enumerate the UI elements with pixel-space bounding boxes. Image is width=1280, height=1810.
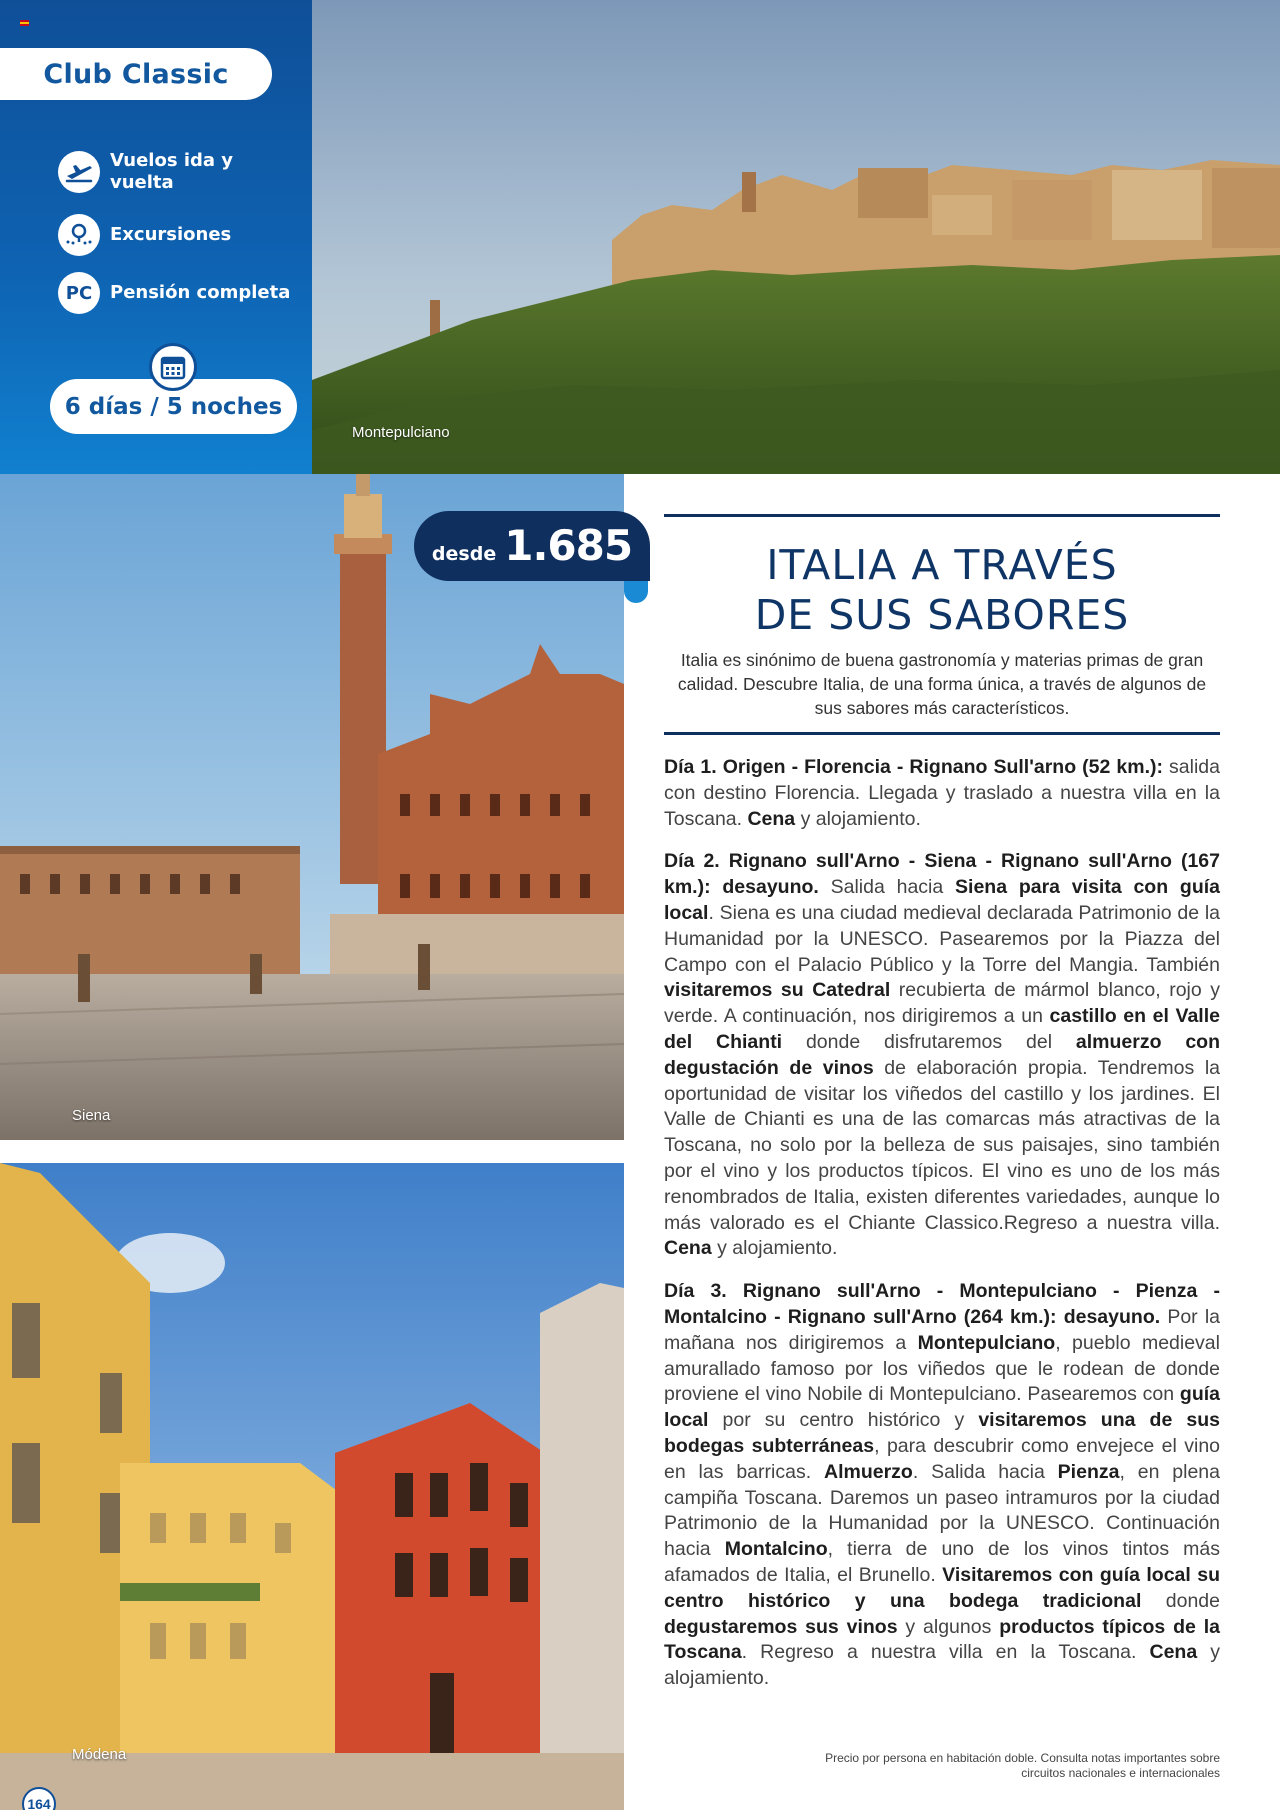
feature-flights	[58, 150, 233, 194]
itinerary-text: y alojamiento.	[664, 1641, 1221, 1690]
itinerary-text: por su centro histórico y	[708, 1409, 979, 1432]
itinerary-bold-text: Visitaremos con guía local su centro histórico y una bodega tradicional	[664, 1563, 1220, 1612]
itinerary-text: recubierta de mármol blanco, rojo y verde. A continuación, nos dirigiremos a un	[664, 979, 1220, 1028]
excursion-pin-icon	[58, 214, 100, 256]
pc-badge-icon	[58, 272, 100, 314]
itinerary-bold-text: Día 3. Rignano sull'Arno - Montepulciano - Pienza - Montalcino - Rignano sull'Arno (264 km.): desayuno.	[664, 1280, 1220, 1328]
page-number: 164	[22, 1787, 56, 1810]
itinerary-text: Salida hacia	[818, 876, 956, 899]
itinerary-bold-text: degustaremos sus vinos	[664, 1615, 898, 1638]
itinerary-text: donde	[1141, 1589, 1220, 1612]
itinerary-bold-text: Cena	[1149, 1641, 1198, 1664]
article-intro: Italia es sinónimo de buena gastronomía y materias primas de gran calidad. Descubre Italia, de una forma única, a través de algunos de sus sabores más característicos.	[677, 650, 1207, 718]
itinerary-bold-text: Día 2. Rignano sull'Arno - Siena - Rignano sull'Arno (167 km.): desayuno.	[664, 850, 1220, 899]
itinerary-bold-text: Pienza	[1057, 1460, 1120, 1483]
price-amount: 1.685	[504, 521, 633, 570]
itinerary-bold-text: castillo en el Valle del Chianti	[664, 1005, 1220, 1053]
itinerary-text: . Salida hacia	[912, 1460, 1058, 1483]
pc-badge-text: PC	[65, 282, 93, 304]
price-footnote-line-1: Precio por persona en habitación doble. Consulta notas importantes sobre	[825, 1751, 1220, 1765]
itinerary-text: Por la mañana nos dirigiremos a	[664, 1305, 1221, 1354]
article-title-line-2: DE SUS SABORES	[754, 591, 1130, 639]
calendar-icon	[149, 343, 197, 391]
itinerary-bold-text: Cena	[664, 1237, 712, 1260]
itinerary-bold-text: Montalcino	[724, 1538, 828, 1561]
itinerary-day	[664, 1279, 1220, 1692]
itinerary-day	[664, 849, 1220, 1262]
itinerary-bold-text: productos típicos de la Toscana	[664, 1615, 1220, 1664]
itinerary-text: salida con destino Florencia. Llegada y traslado a nuestra villa en la Toscana.	[664, 756, 1220, 830]
title-rule-bottom	[664, 732, 1220, 735]
itinerary-text: y alojamiento.	[711, 1237, 838, 1260]
photo-modena	[0, 1163, 624, 1810]
spain-flag-icon	[20, 20, 29, 26]
feature-full-board-label: Pensión completa	[110, 282, 291, 303]
itinerary-text: , pueblo medieval amurallado famoso por los viñedos que le rodean de donde proviene el vino Nobile di Montepulciano. Pasearemos con	[664, 1331, 1220, 1406]
itinerary-text: donde disfrutaremos del	[782, 1030, 1076, 1053]
airplane-icon	[58, 151, 100, 193]
itinerary-text: , en plena campiña Toscana. Daremos un paseo intramuros por la ciudad Patrimonio de la Humanidad por la UNESCO. Continuación hacia	[664, 1460, 1220, 1561]
itinerary-text: , tierra de uno de los vinos tintos más afamados de Italia, el Brunello.	[664, 1538, 1220, 1586]
price-footnote	[760, 1751, 1220, 1781]
duration-badge: 6 días / 5 noches	[50, 379, 297, 434]
brand-badge: Club Classic	[0, 48, 272, 100]
feature-flights-label-1: Vuelos ida y	[110, 150, 234, 171]
itinerary	[664, 755, 1220, 1709]
caption-modena: Módena	[72, 1746, 127, 1763]
feature-full-board	[58, 272, 290, 314]
price-badge-accent	[624, 581, 648, 603]
itinerary-text: de elaboración propia. Tendremos la oportunidad de visitar los viñedos del castillo y los jardines. El Valle de Chianti es una de las comarcas más atractivas de la Toscana, no solo por la belleza de sus paisajes, sino también por el vino y los productos típicos. El vino es uno de los más renombrados de Italia, existen diferentes variedades, aunque lo más valorado es el Chiante Classico.Regreso a nuestra villa.	[664, 1056, 1220, 1234]
itinerary-text: y alojamiento.	[795, 807, 921, 830]
article-title	[664, 540, 1220, 640]
itinerary-text: y algunos	[897, 1615, 1000, 1638]
itinerary-bold-text: Día 1. Origen - Florencia - Rignano Sull'arno (52 km.):	[664, 756, 1163, 778]
feature-panel	[0, 0, 312, 474]
itinerary-bold-text: guía local	[664, 1383, 1220, 1432]
itinerary-day	[664, 755, 1220, 832]
caption-montepulciano: Montepulciano	[352, 424, 450, 441]
itinerary-text: . Regreso a nuestra villa en la Toscana.	[741, 1641, 1150, 1664]
price-footnote-line-2: circuitos nacionales e internacionales	[1021, 1766, 1220, 1780]
title-rule-top	[664, 514, 1220, 517]
feature-flights-label-2: vuelta	[110, 172, 174, 193]
itinerary-bold-text: Cena	[747, 807, 796, 830]
price-badge	[414, 511, 650, 581]
itinerary-bold-text: Montepulciano	[917, 1331, 1056, 1354]
caption-siena: Siena	[72, 1107, 111, 1124]
feature-excursions-label: Excursiones	[110, 224, 232, 245]
itinerary-bold-text: Almuerzo	[823, 1460, 913, 1483]
itinerary-text: , para descubrir como envejece el vino en las barricas.	[664, 1434, 1221, 1483]
photo-montepulciano	[312, 0, 1280, 474]
feature-excursions	[58, 214, 231, 256]
itinerary-bold-text: almuerzo con degustación de vinos	[664, 1030, 1220, 1079]
price-prefix: desde	[431, 543, 497, 565]
itinerary-bold-text: visitaremos una de sus bodegas subterráneas	[664, 1409, 1220, 1457]
itinerary-bold-text: Siena para visita con guía local	[664, 876, 1220, 924]
itinerary-bold-text: visitaremos su Catedral	[664, 979, 891, 1002]
itinerary-text: . Siena es una ciudad medieval declarada Patrimonio de la Humanidad por la UNESCO. Pasearemos por la Piazza del Campo con el Palacio Público y la Torre del Mangia. También	[664, 901, 1220, 976]
article-title-line-1: ITALIA A TRAVÉS	[766, 541, 1118, 589]
